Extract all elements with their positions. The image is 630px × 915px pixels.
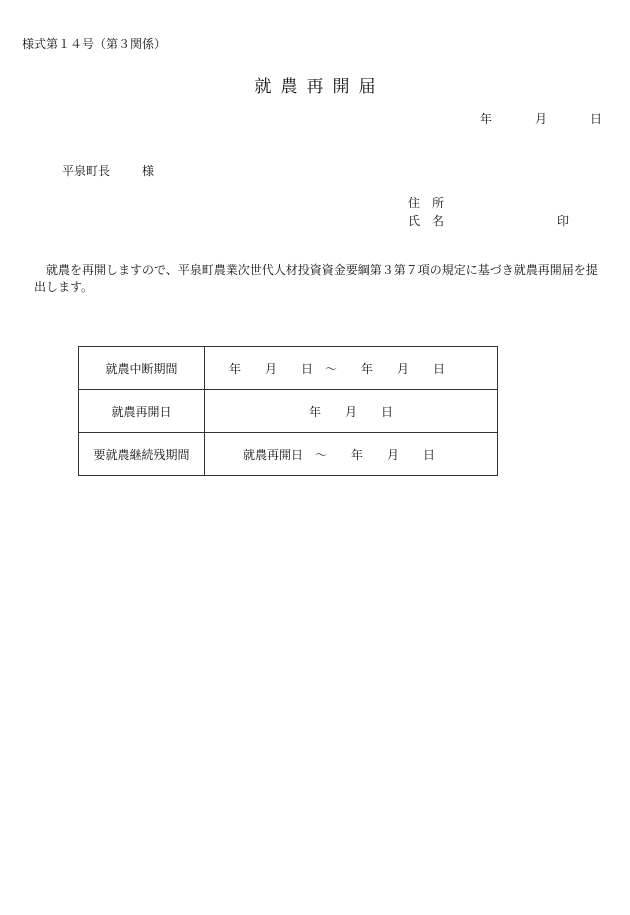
seal-mark: 印 (557, 214, 570, 228)
row-label-suspension-period: 就農中断期間 (79, 347, 205, 390)
date-month-label: 月 (535, 112, 548, 126)
submission-date (480, 110, 602, 127)
date-day-label: 日 (590, 112, 603, 126)
addressee-honorific: 様 (142, 164, 155, 178)
name-label: 氏 名 (408, 214, 445, 228)
row-value-remaining-period: 就農再開日 ～ 年 月 日 (205, 433, 498, 476)
address-label: 住 所 (408, 196, 445, 210)
row-value-suspension-period: 年 月 日 ～ 年 月 日 (205, 347, 498, 390)
row-label-remaining-period: 要就農継続残期間 (79, 433, 205, 476)
period-table (78, 346, 498, 476)
row-value-resume-date: 年 月 日 (205, 390, 498, 433)
date-year-label: 年 (480, 112, 493, 126)
table-row (79, 347, 498, 390)
table-row (79, 433, 498, 476)
form-number: 様式第１４号（第３関係） (22, 37, 167, 51)
row-label-resume-date: 就農再開日 (79, 390, 205, 433)
document-title: 就農再開届 (254, 77, 385, 97)
addressee (62, 162, 154, 179)
addressee-name: 平泉町長 (62, 164, 111, 178)
body-text: 就農を再開しますので、平泉町農業次世代人材投資資金要綱第３第７項の規定に基づき就農再開届を提出します。 (34, 263, 598, 294)
table-row (79, 390, 498, 433)
